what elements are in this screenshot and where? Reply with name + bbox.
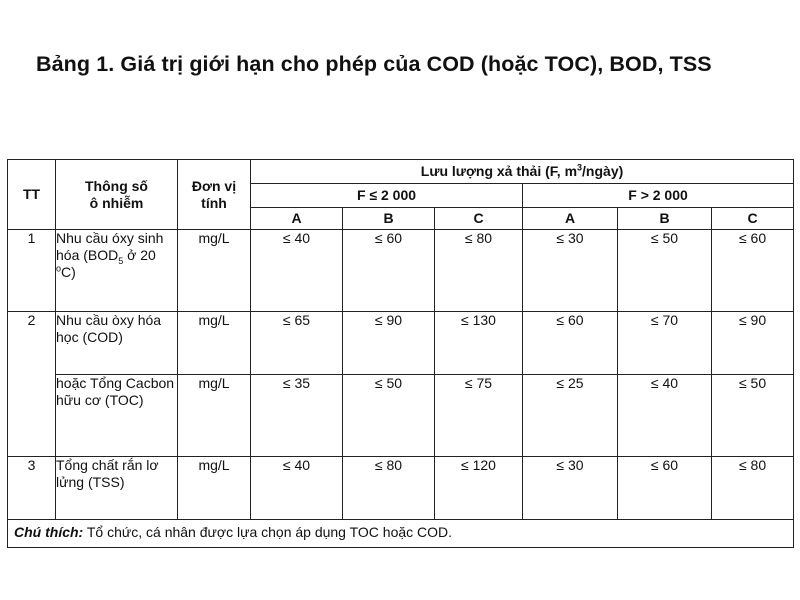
unit-cell: mg/L [178,375,251,457]
unit-cell: mg/L [178,312,251,375]
row-number: 2 [8,312,56,457]
value-cell: ≤ 90 [343,312,435,375]
value-cell: ≤ 65 [251,312,343,375]
value-cell: ≤ 130 [435,312,523,375]
note-text: Tổ chức, cá nhân được lựa chọn áp dụng TOC hoặc COD. [83,524,453,540]
value-cell: ≤ 35 [251,375,343,457]
row-number: 1 [8,230,56,312]
header-param: Thông số ô nhiễm [56,160,178,230]
parameter-name: Tổng chất rắn lơ lửng (TSS) [56,457,178,520]
value-cell: ≤ 30 [523,457,618,520]
value-cell: ≤ 60 [343,230,435,312]
header-row-1 [8,160,794,184]
value-cell: ≤ 60 [618,457,712,520]
table-title: Bảng 1. Giá trị giới hạn cho phép của COD (hoặc TOC), BOD, TSS [36,52,712,76]
header-unit: Đơn vị tính [178,160,251,230]
value-cell: ≤ 25 [523,375,618,457]
value-cell: ≤ 50 [343,375,435,457]
header-col-a: A [251,208,343,230]
value-cell: ≤ 75 [435,375,523,457]
value-cell: ≤ 60 [523,312,618,375]
table-row [8,312,794,375]
value-cell: ≤ 40 [618,375,712,457]
header-col-b: B [618,208,712,230]
note-row [8,520,794,548]
row-number: 3 [8,457,56,520]
value-cell: ≤ 40 [251,457,343,520]
unit-cell: mg/L [178,230,251,312]
value-cell: ≤ 120 [435,457,523,520]
value-cell: ≤ 80 [712,457,794,520]
header-col-c: C [435,208,523,230]
value-cell: ≤ 60 [712,230,794,312]
value-cell: ≤ 70 [618,312,712,375]
limits-table [7,159,794,548]
header-col-b: B [343,208,435,230]
table-row [8,457,794,520]
value-cell: ≤ 50 [618,230,712,312]
header-col-c: C [712,208,794,230]
header-group-large-flow: F > 2 000 [523,184,794,208]
value-cell: ≤ 30 [523,230,618,312]
parameter-name: Nhu cầu òxy hóa học (COD) [56,312,178,375]
value-cell: ≤ 80 [435,230,523,312]
value-cell: ≤ 80 [343,457,435,520]
header-flow: Lưu lượng xả thải (F, $m^3/ngày$) [251,160,794,184]
header-tt: TT [8,160,56,230]
header-col-a: A [523,208,618,230]
table-row [8,230,794,312]
parameter-name: Nhu cầu óxy sinh hóa ($BOD_5$ ở 20 $^o$C) [56,230,178,312]
header-group-small-flow: F ≤ 2 000 [251,184,523,208]
value-cell: ≤ 40 [251,230,343,312]
unit-cell: mg/L [178,457,251,520]
value-cell: ≤ 50 [712,375,794,457]
table-note [8,520,794,548]
value-cell: ≤ 90 [712,312,794,375]
table-row [8,375,794,457]
note-label: Chú thích: [14,524,84,540]
parameter-name: hoặc Tổng Cacbon hữu cơ (TOC) [56,375,178,457]
